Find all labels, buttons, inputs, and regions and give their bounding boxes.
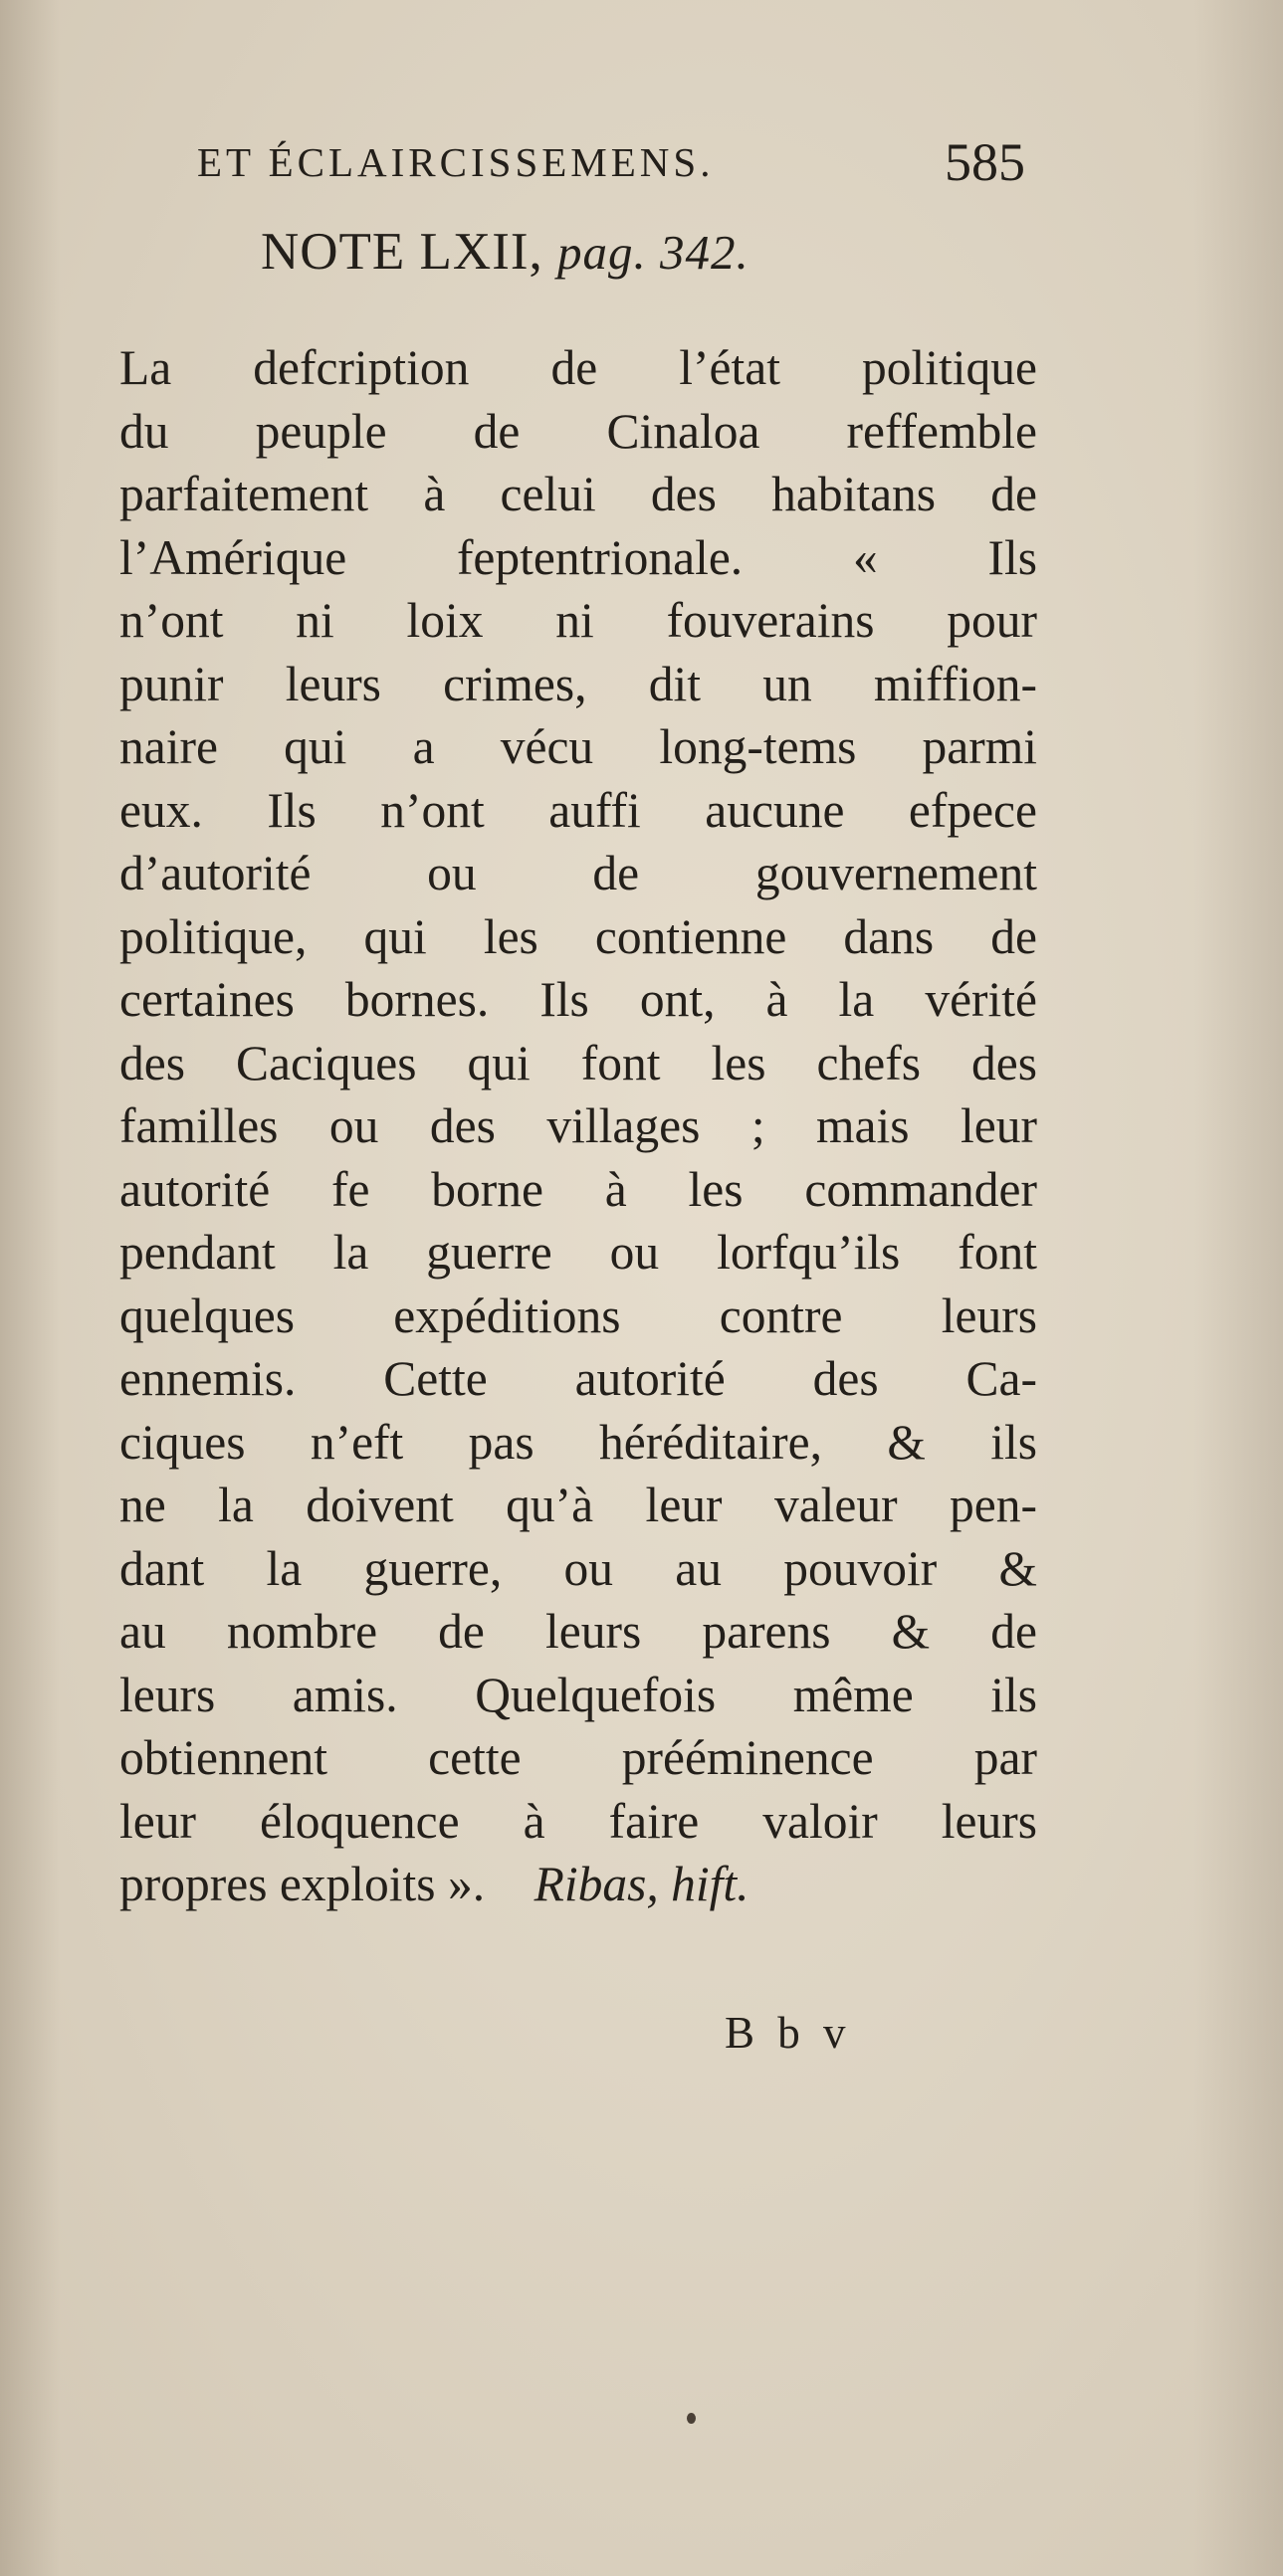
text-line: dant la guerre, ou au pouvoir &: [119, 1540, 1037, 1596]
paper-speck: [687, 2413, 696, 2424]
text-line: politique, qui les contienne dans de: [119, 908, 1037, 964]
text-line: punir leurs crimes, dit un miffion-: [119, 656, 1037, 711]
text-line: autorité fe borne à les commander: [119, 1161, 1037, 1217]
running-head: [197, 127, 1045, 197]
text-line: l’Amérique feptentrionale. « Ils: [119, 529, 1037, 585]
text-line: ne la doivent qu’à leur valeur pen-: [119, 1478, 1037, 1532]
text-line: ennemis. Cette autorité des Ca-: [119, 1351, 1037, 1406]
edge-shadow: [1193, 0, 1283, 2576]
text-line: naire qui a vécu long-tems parmi: [119, 719, 1037, 774]
text-line: La defcription de l’état politique: [119, 340, 1037, 395]
text-line: n’ont ni loix ni fouverains pour: [119, 593, 1037, 648]
note-label: NOTE LXII,: [261, 223, 543, 281]
text-line: eux. Ils n’ont auffi aucune efpece: [119, 782, 1037, 838]
text-line: obtiennent cette prééminence par: [119, 1730, 1037, 1785]
text-line: parfaitement à celui des habitans de: [119, 467, 1037, 521]
text-line: quelques expéditions contre leurs: [119, 1288, 1037, 1343]
text-line: familles ou des villages ; mais leur: [119, 1098, 1037, 1153]
note-body: [119, 336, 1037, 1916]
running-head-title: ET ÉCLAIRCISSEMENS.: [197, 139, 715, 185]
final-line-text: propres exploits ».: [119, 1857, 486, 1911]
text-line: pendant la guerre ou lorfqu’ils font: [119, 1225, 1037, 1280]
text-line: du peuple de Cinaloa reffemble: [119, 403, 1037, 459]
text-line: d’autorité ou de gouvernement: [119, 846, 1037, 900]
text-line: leurs amis. Quelquefois même ils: [119, 1667, 1037, 1722]
text-line: leur éloquence à faire valoir leurs: [119, 1793, 1037, 1849]
text-line: au nombre de leurs parens & de: [119, 1604, 1037, 1659]
text-line: certaines bornes. Ils ont, à la vérité: [119, 972, 1037, 1027]
gutter-shadow: [0, 0, 60, 2576]
note-page-reference: pag. 342.: [557, 225, 749, 280]
page-number: 585: [945, 132, 1025, 192]
note-heading: [261, 217, 977, 287]
text-line-final: [119, 1853, 1037, 1916]
text-line: des Caciques qui font les chefs des: [119, 1035, 1037, 1090]
text-line: ciques n’eft pas héréditaire, & ils: [119, 1414, 1037, 1470]
citation: Ribas, hift.: [534, 1857, 749, 1911]
signature-mark: B b v: [725, 2008, 852, 2058]
